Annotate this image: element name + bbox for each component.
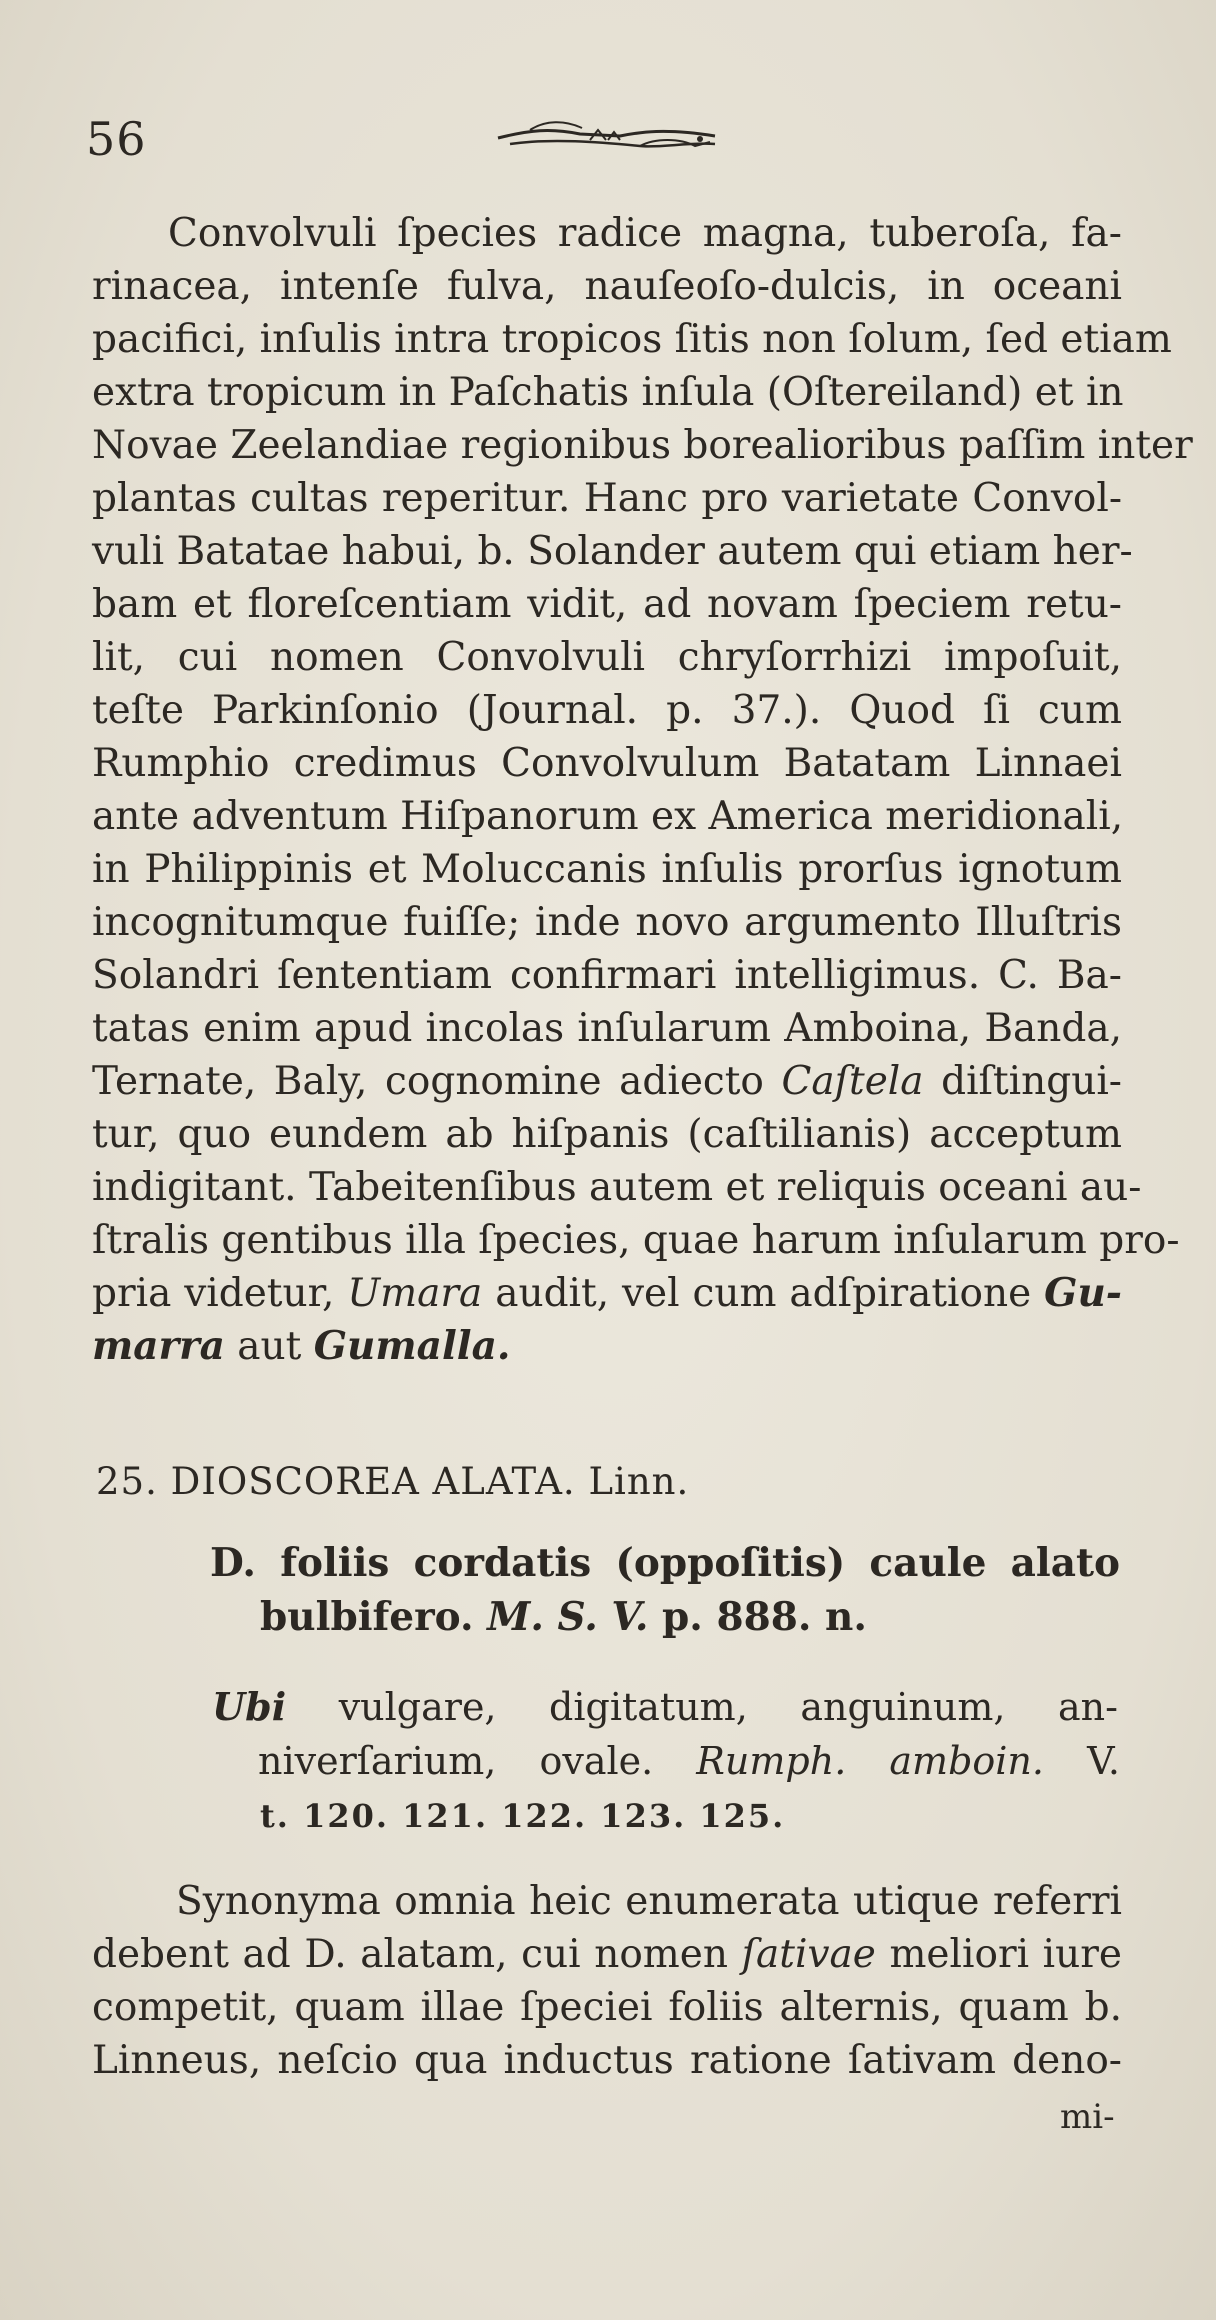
text-line: Novae Zeelandiae regionibus borealioribus paſſim inter <box>92 423 1193 468</box>
text-line: marra aut Gumalla. <box>92 1323 511 1369</box>
text-line: indigitant. Tabeitenſibus autem et reliquis oceani au- <box>92 1165 1142 1210</box>
text-line: Solandri ſententiam confirmari intelligimus. C. Ba- <box>92 953 1122 998</box>
text-line: competit, quam illae ſpeciei foliis alternis, quam b. <box>92 1985 1122 2030</box>
text-line: Rumphio credimus Convolvulum Batatam Linnaei <box>92 741 1122 786</box>
text-line: rinacea, intenſe fulva, nauſeoſo-dulcis, in oceani <box>92 264 1122 309</box>
diagnosis-line: bulbifero. M. S. V. p. 888. n. <box>260 1594 867 1640</box>
text-line: Linneus, neſcio qua inductus ratione ſativam deno- <box>92 2038 1122 2083</box>
text-line: lit, cui nomen Convolvuli chryſorrhizi impoſuit, <box>92 635 1122 680</box>
text-line: Synonyma omnia heic enumerata utique referri <box>176 1879 1122 1924</box>
text-line: debent ad D. alatam, cui nomen ſativae meliori iure <box>92 1932 1122 1977</box>
section-heading: 25. DIOSCOREA ALATA. Linn. <box>96 1460 690 1503</box>
text-line: Ternate, Baly, cognomine adiecto Caſtela diſtingui- <box>92 1059 1122 1104</box>
text-line: vuli Batatae habui, b. Solander autem qui etiam her- <box>92 529 1133 574</box>
page-number: 56 <box>86 112 147 166</box>
text-line: Convolvuli ſpecies radice magna, tuberoſa, fa- <box>168 211 1122 256</box>
ubi-line: niverſarium, ovale. Rumph. amboin. V. <box>258 1739 1120 1783</box>
text-line: ante adventum Hiſpanorum ex America meridionali, <box>92 794 1124 839</box>
diagnosis-line: D. foliis cordatis (oppoſitis) caule alato <box>210 1540 1120 1586</box>
ornament-icon <box>490 108 720 158</box>
text-line: incognitumque fuiſſe; inde novo argumento Illuſtris <box>92 900 1122 945</box>
plate-reference: t. 120. 121. 122. 123. 125. <box>260 1797 786 1835</box>
text-line: bam et floreſcentiam vidit, ad novam ſpeciem retu- <box>92 582 1122 627</box>
text-line: in Philippinis et Moluccanis inſulis prorſus ignotum <box>92 847 1122 892</box>
text-line: teſte Parkinſonio (Journal. p. 37.). Quod ſi cum <box>92 688 1122 733</box>
text-line: extra tropicum in Paſchatis inſula (Oſtereiland) et in <box>92 370 1124 415</box>
text-line: ſtralis gentibus illa ſpecies, quae harum inſularum pro- <box>92 1218 1180 1263</box>
catchword: mi- <box>1060 2097 1115 2137</box>
text-line: tatas enim apud incolas inſularum Amboina, Banda, <box>92 1006 1122 1051</box>
ubi-line: Ubi vulgare, digitatum, anguinum, an- <box>212 1684 1118 1729</box>
text-line: plantas cultas reperitur. Hanc pro varietate Convol- <box>92 476 1122 521</box>
text-line: pacifici, inſulis intra tropicos ſitis non ſolum, ſed etiam <box>92 317 1172 362</box>
text-line: pria videtur, Umara audit, vel cum adſpiratione Gu- <box>92 1270 1122 1316</box>
text-line: tur, quo eundem ab hiſpanis (caſtilianis) acceptum <box>92 1112 1122 1157</box>
